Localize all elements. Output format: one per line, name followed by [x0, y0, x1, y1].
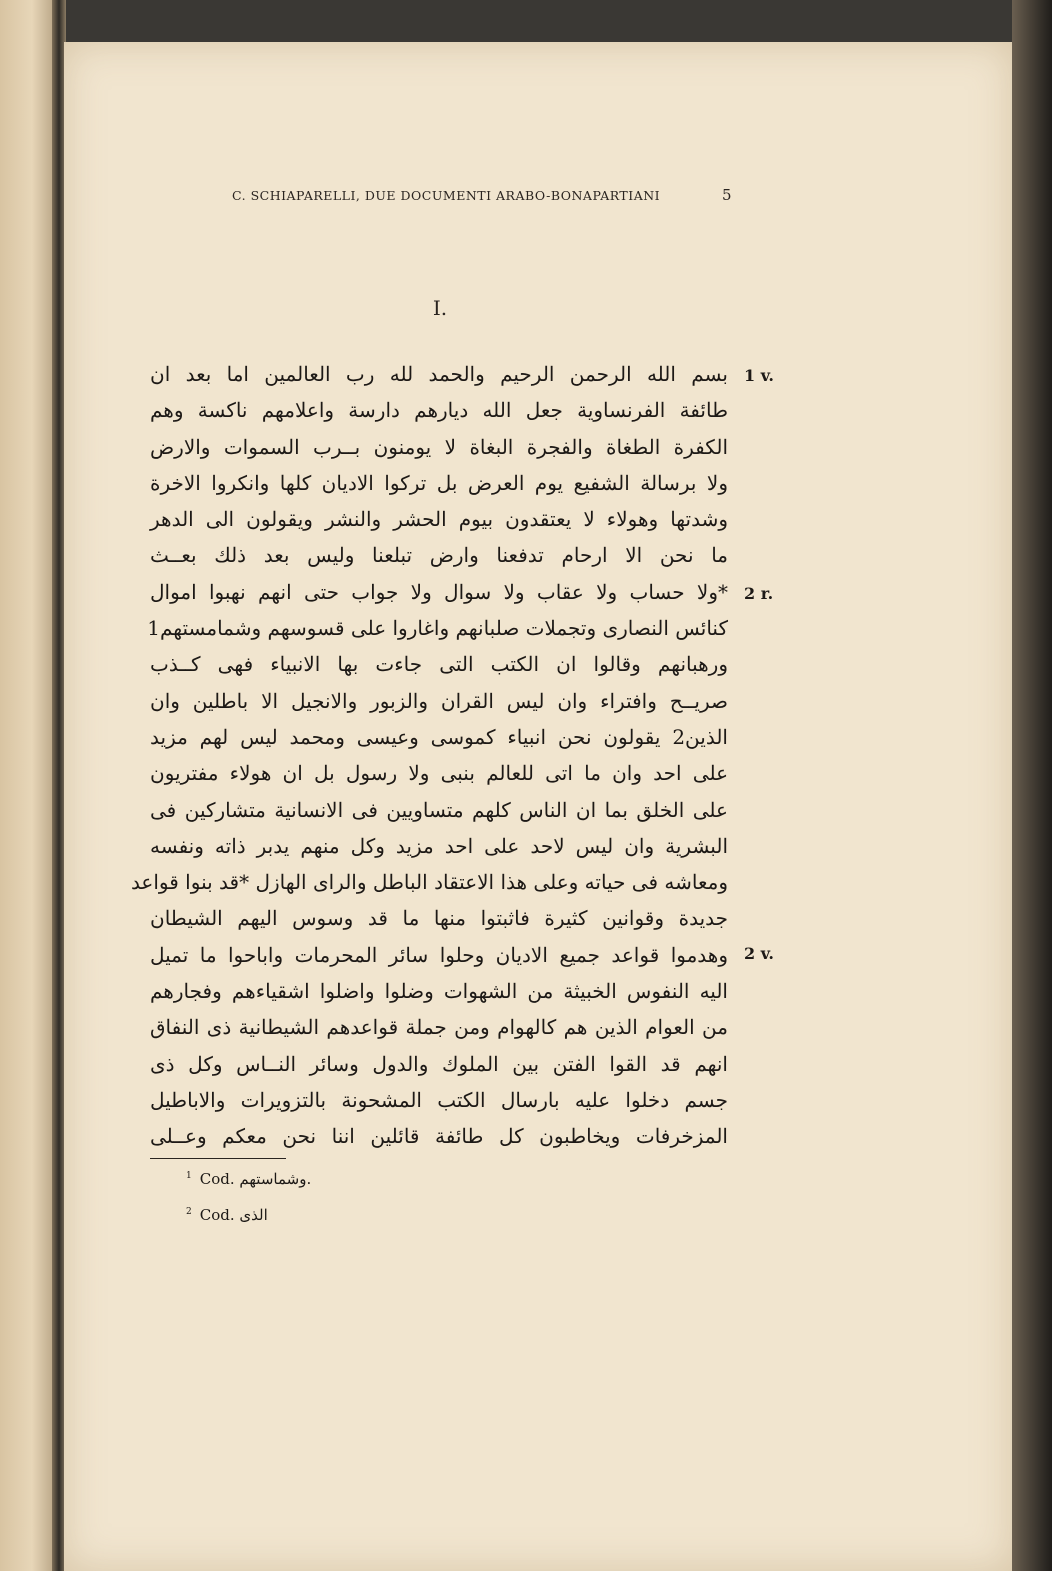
text-line: ولا برسالة الشفيع يوم العرض بل تركوا الاديان كلها وانكروا الاخرة [150, 470, 728, 495]
running-head [232, 188, 732, 203]
section-number: I. [432, 296, 448, 320]
footnote-text: Cod. وشماستهم. [199, 1170, 312, 1188]
folio-marker-1v: 1 v. [744, 366, 774, 385]
footnote-marker: 2 [186, 1207, 192, 1217]
text-line: من العوام الذين هم كالهوام ومن جملة قواعدهم الشيطانية ذى النفاق [150, 1015, 728, 1040]
text-line: ما نحن الا ارحام تدفعنا وارض تبلعنا وليس بعد ذلك بعــث [150, 543, 728, 568]
text-line: كنائس النصارى وتجملات صلبانهم واغاروا على قسوسهم وشمامستهم1 [147, 616, 728, 641]
text-line: وشدتها وهولاء لا يعتقدون بيوم الحشر والنشر ويقولون الى الدهر [150, 507, 728, 532]
arabic-text-block [130, 356, 728, 1155]
text-line: ومعاشه فى حياته وعلى هذا الاعتقاد الباطل والراى الهازل *قد بنوا قواعد [130, 870, 728, 895]
text-line: ورهبانهم وقالوا ان الكتب التى جاءت بها الانبياء فهى كــذب [150, 652, 728, 677]
running-head-title: C. SCHIAPARELLI, DUE DOCUMENTI ARABO-BONAPARTIANI [232, 188, 661, 203]
text-line: وهدموا قواعد جميع الاديان وحلوا سائر المحرمات واباحوا ما تميل [150, 942, 728, 967]
text-line: جسم دخلوا عليه بارسال الكتب المشحونة بالتزويرات والاباطيل [150, 1087, 728, 1112]
folio-marker-2v: 2 v. [744, 944, 774, 963]
footnote-1 [186, 1170, 311, 1188]
text-line: اليه النفوس الخبيثة من الشهوات وضلوا واضلوا اشقياءهم وفجارهم [150, 979, 728, 1004]
text-line: بسم الله الرحمن الرحيم والحمد لله رب العالمين اما بعد ان [150, 362, 728, 386]
text-line: البشرية وان ليس لاحد على احد مزيد وكل منهم يدبر ذاته ونفسه [150, 833, 728, 858]
text-line: على الخلق بما ان الناس كلهم متساويين فى الانسانية متشاركين فى [150, 797, 728, 822]
text-line: جديدة وقوانين كثيرة فاثبتوا منها ما قد وسوس اليهم الشيطان [150, 906, 728, 931]
text-line: انهم قد القوا الفتن بين الملوك والدول وسائر النــاس وكل ذى [150, 1051, 728, 1076]
text-line: صريــح وافتراء وان ليس القران والزبور والانجيل الا باطلين وان [150, 688, 728, 713]
text-line: طائفة الفرنساوية جعل الله ديارهم دارسة واعلامهم ناكسة وهم [150, 398, 728, 423]
text-line: *ولا حساب ولا عقاب ولا سوال ولا جواب حتى انهم نهبوا اموال [150, 579, 728, 604]
facing-page-edge [0, 0, 58, 1571]
footnote-separator [150, 1158, 286, 1159]
footnote-text: Cod. الذى [199, 1206, 268, 1224]
scan-background-edge [1012, 0, 1052, 1571]
folio-marker-2r: 2 r. [744, 584, 774, 603]
footnote-2 [186, 1206, 268, 1224]
text-line: الذين2 يقولون نحن انبياء كموسى وعيسى ومحمد ليس لهم مزيد [150, 724, 728, 749]
text-line: المزخرفات ويخاطبون كل طائفة قائلين اننا نحن معكم وعــلى [150, 1124, 728, 1149]
footnote-marker: 1 [186, 1171, 192, 1181]
text-line: على احد وان ما اتى للعالم بنبى ولا رسول بل ان هولاء مفتريون [150, 761, 728, 786]
text-line: الكفرة الطغاة والفجرة البغاة لا يومنون بــرب السموات والارض [150, 434, 728, 459]
page-number: 5 [721, 186, 732, 204]
